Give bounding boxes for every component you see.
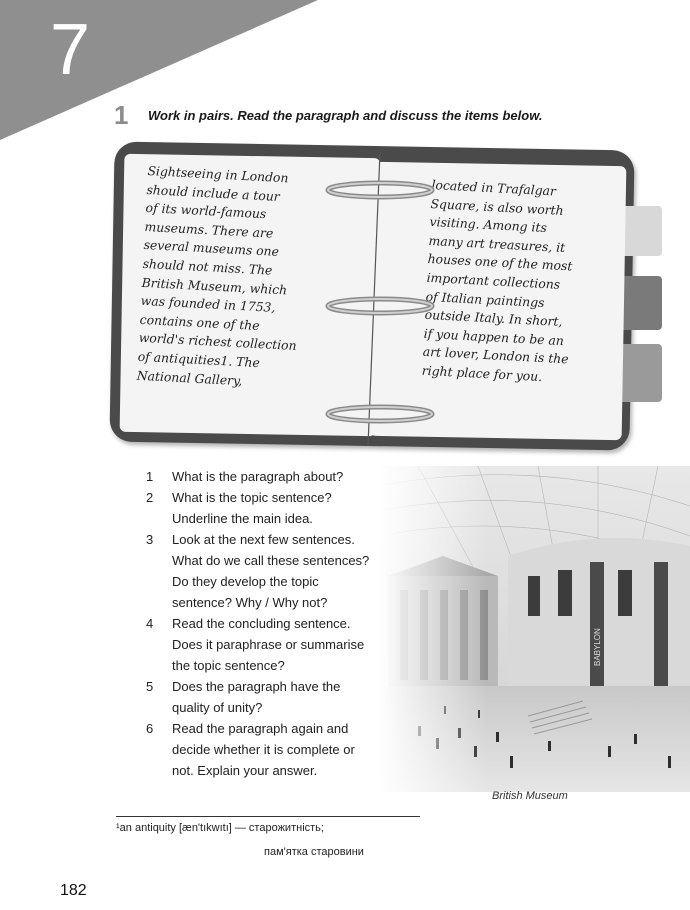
paragraph-line: of antiquities1. The	[137, 348, 261, 371]
paragraph-line: of Italian paintings	[425, 288, 545, 310]
question-number: 3	[146, 532, 154, 547]
paragraph-line: should include a tour	[146, 181, 281, 204]
paragraph-left-page	[136, 162, 305, 393]
paragraph-line: world's richest collection	[138, 330, 297, 354]
binder-ring-icon	[320, 404, 440, 424]
exercise-instruction: Work in pairs. Read the paragraph and discuss the items below.	[148, 108, 543, 123]
page-number: 182	[60, 882, 87, 899]
question-item	[146, 718, 426, 781]
question-item	[146, 676, 426, 718]
paragraph-line: should not miss. The	[142, 255, 273, 278]
question-line: not. Explain your answer.	[172, 763, 318, 778]
question-number: 2	[146, 490, 154, 505]
question-line: Does the paragraph have the	[172, 679, 341, 694]
footnote-line-1: ¹an antiquity [æn'tıkwıtı] — старожитність;	[116, 822, 324, 834]
paragraph-line: art lover, London is the	[422, 344, 569, 367]
paragraph-line: located in Trafalgar	[431, 176, 557, 199]
paragraph-right-page	[421, 176, 577, 388]
question-line: quality of unity?	[172, 700, 263, 715]
paragraph-line: if you happen to be an	[423, 325, 565, 348]
paragraph-line: houses one of the most	[427, 251, 573, 274]
paragraph-line: visiting. Among its	[429, 214, 548, 236]
question-line: What is the topic sentence?	[172, 490, 332, 505]
question-number: 4	[146, 616, 154, 631]
question-line: the topic sentence?	[172, 658, 285, 673]
paragraph-line: several museums one	[143, 237, 280, 260]
question-line: Do they develop the topic	[172, 574, 319, 589]
question-line: Does it paraphrase or summarise	[172, 637, 365, 652]
question-item	[146, 466, 426, 487]
binder-ring-icon	[320, 296, 440, 316]
photo-caption: British Museum	[492, 790, 568, 802]
question-item	[146, 613, 426, 676]
question-line: decide whether it is complete or	[172, 742, 355, 757]
paragraph-line: Sightseeing in London	[147, 162, 289, 186]
question-line: Read the paragraph again and	[172, 721, 349, 736]
paragraph-line: contains one of the	[139, 311, 260, 333]
question-number: 1	[146, 469, 154, 484]
footnote-divider	[116, 816, 420, 817]
question-line: Underline the main idea.	[172, 511, 313, 526]
question-line: sentence? Why / Why not?	[172, 595, 328, 610]
discussion-questions	[146, 466, 426, 781]
notebook-tab	[618, 344, 662, 402]
question-line: What is the paragraph about?	[172, 469, 344, 484]
question-number: 6	[146, 721, 154, 736]
question-number: 5	[146, 679, 154, 694]
paragraph-line: Square, is also worth	[430, 195, 565, 218]
paragraph-line: of its world-famous	[145, 200, 267, 222]
binder-ring-icon	[320, 180, 440, 200]
paragraph-line: museums. There are	[144, 218, 274, 241]
question-item	[146, 487, 426, 529]
paragraph-line: National Gallery,	[136, 367, 243, 388]
question-item	[146, 529, 426, 613]
unit-corner-banner	[0, 0, 690, 160]
footnote-line-2: пам'ятка старовини	[264, 846, 364, 858]
question-line: Look at the next few sentences.	[172, 532, 355, 547]
paragraph-line: was founded in 1753,	[140, 292, 276, 316]
paragraph-line: right place for you.	[421, 362, 543, 384]
paragraph-line: many art treasures, it	[428, 232, 566, 255]
question-line: What do we call these sentences?	[172, 553, 370, 568]
paragraph-line: outside Italy. In short,	[424, 306, 563, 330]
notebook-tab	[618, 276, 662, 330]
exercise-number: 1	[114, 100, 129, 130]
paragraph-line: British Museum, which	[141, 274, 288, 298]
paragraph-line: important collections	[426, 269, 561, 292]
unit-number: 7	[50, 10, 91, 90]
question-line: Read the concluding sentence.	[172, 616, 351, 631]
